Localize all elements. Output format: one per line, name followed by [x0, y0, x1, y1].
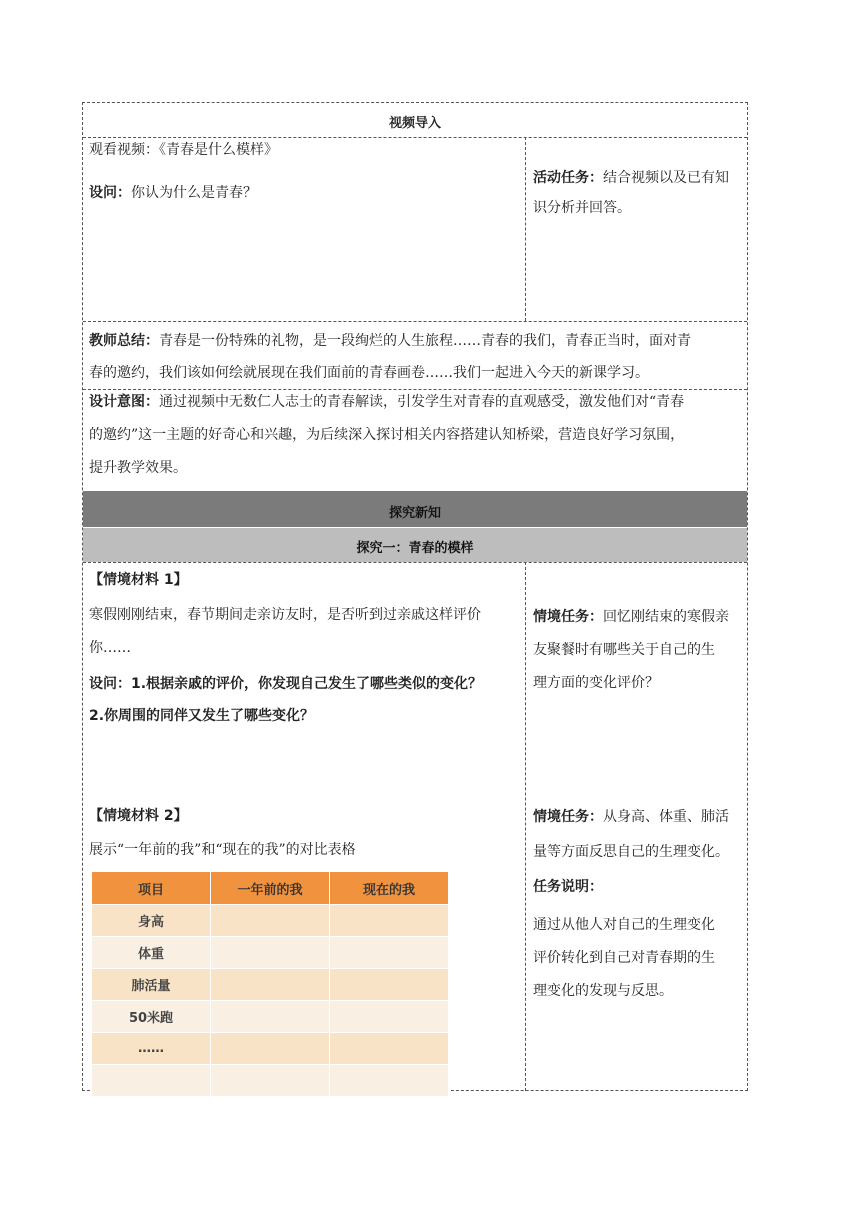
table-cell — [211, 937, 330, 969]
design-intent-line2: 的邀约”这一主题的好奇心和兴趣，为后续深入探讨相关内容搭建认知桥梁，营造良好学习氛围， — [89, 427, 685, 443]
table-cell — [330, 905, 449, 937]
context-task-2-line1: 从身高、体重、肺活 — [603, 809, 729, 825]
table-cell — [211, 1033, 330, 1065]
table-cell — [330, 1033, 449, 1065]
teacher-summary-line2: 春的邀约，我们该如何绘就展现在我们面前的青春画卷……我们一起进入今天的新课学习。 — [89, 365, 649, 381]
watch-video-line: 观看视频：《青春是什么模样》 — [89, 142, 278, 158]
teacher-summary — [89, 325, 745, 389]
section-title-video-intro: 视频导入 — [388, 116, 441, 131]
activity-task-text-2: 识分析并回答。 — [533, 200, 631, 216]
activity-task-text: 结合视频以及已有知 — [603, 170, 729, 186]
table-row — [92, 1001, 449, 1033]
design-intent-line3: 提升教学效果。 — [89, 460, 187, 476]
context-task-1-line1: 回忆刚结束的寒假亲 — [603, 609, 729, 625]
lesson-plan-frame — [82, 102, 748, 1091]
column-divider — [525, 562, 526, 1091]
teacher-summary-line1: 青春是一份特殊的礼物，是一段绚烂的人生旅程……青春的我们，青春正当时，面对青 — [159, 333, 691, 349]
design-intent-line1: 通过视频中无数仁人志士的青春解读，引发学生对青春的直观感受，激发他们对“青春 — [159, 394, 685, 410]
divider — [83, 562, 747, 563]
table-header-row — [92, 872, 449, 905]
material2-title: 【情境材料 2】 — [89, 808, 188, 824]
table-row — [92, 1033, 449, 1065]
context-task-2-label: 情境任务： — [533, 809, 603, 825]
table-header-cell: 一年前的我 — [211, 872, 330, 905]
activity-task — [533, 163, 743, 223]
section-title-explore: 探究新知 — [388, 506, 441, 521]
table-cell — [211, 1001, 330, 1033]
subsection-title: 探究一：青春的模样 — [356, 541, 474, 556]
design-intent — [89, 386, 745, 485]
table-cell — [92, 1065, 211, 1097]
question-label: 设问： — [89, 185, 131, 201]
design-intent-label: 设计意图： — [89, 394, 159, 410]
divider — [83, 321, 747, 322]
table-header-cell: 现在的我 — [330, 872, 449, 905]
table-cell — [330, 1065, 449, 1097]
table-cell: 身高 — [92, 905, 211, 937]
context-task-2-line2: 量等方面反思自己的生理变化。 — [533, 844, 729, 860]
table-row — [92, 905, 449, 937]
task-description-label: 任务说明： — [533, 879, 603, 895]
table-cell: 体重 — [92, 937, 211, 969]
table-cell — [330, 969, 449, 1001]
context-task-1-line3: 理方面的变化评价？ — [533, 675, 659, 691]
comparison-table — [91, 871, 449, 1097]
table-cell: …… — [92, 1033, 211, 1065]
material2-text: 展示“一年前的我”和“现在的我”的对比表格 — [89, 842, 356, 858]
table-row — [92, 969, 449, 1001]
table-cell: 肺活量 — [92, 969, 211, 1001]
context-task-1-label: 情境任务： — [533, 609, 603, 625]
table-row — [92, 937, 449, 969]
material1-text — [89, 599, 521, 665]
context-task-2 — [533, 800, 745, 905]
task-description-line1: 通过从他人对自己的生理变化 — [533, 917, 715, 933]
question1: 设问：1.根据亲戚的评价，你发现自己发生了哪些类似的变化？ — [89, 676, 483, 692]
table-cell — [211, 1065, 330, 1097]
material1-title: 【情境材料 1】 — [89, 572, 188, 588]
context-task-1 — [533, 601, 745, 700]
table-cell — [211, 905, 330, 937]
table-cell — [330, 1001, 449, 1033]
task-description-line3: 理变化的发现与反思。 — [533, 983, 673, 999]
task-description-line2: 评价转化到自己对青春期的生 — [533, 950, 715, 966]
question-text: 你认为什么是青春？ — [131, 185, 257, 201]
table-cell: 50米跑 — [92, 1001, 211, 1033]
material1-line1: 寒假刚刚结束，春节期间走亲访友时，是否听到过亲戚这样评价 — [89, 607, 481, 623]
column-divider — [525, 137, 526, 321]
question2: 2.你周围的同伴又发生了哪些变化？ — [89, 708, 315, 724]
material1-line2: 你…… — [89, 640, 131, 656]
table-header-cell: 项目 — [92, 872, 211, 905]
table-cell — [211, 969, 330, 1001]
question-line — [89, 178, 257, 208]
teacher-summary-label: 教师总结： — [89, 333, 159, 349]
table-row — [92, 1065, 449, 1097]
context-task-1-line2: 友聚餐时有哪些关于自己的生 — [533, 642, 715, 658]
activity-task-label: 活动任务： — [533, 170, 603, 186]
table-cell — [330, 937, 449, 969]
task-description — [533, 909, 745, 1008]
